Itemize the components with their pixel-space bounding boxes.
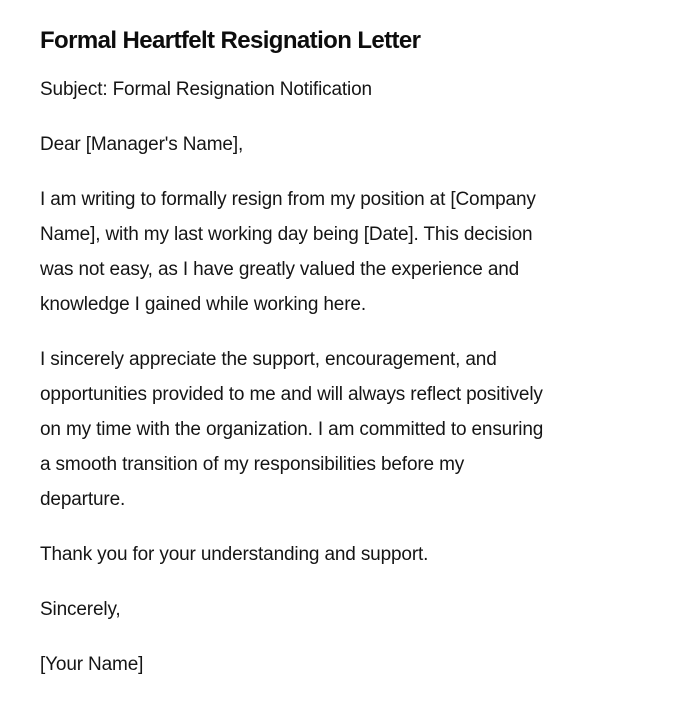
letter-closing: Sincerely, [40, 599, 121, 620]
letter-subject: Subject: Formal Resignation Notification [40, 79, 372, 100]
text-line: Name], with my last working day being [Date]. This decision [40, 224, 533, 245]
letter-salutation: Dear [Manager's Name], [40, 134, 244, 155]
letter-paragraph-2 [40, 342, 640, 517]
letter-title: Formal Heartfelt Resignation Letter [40, 27, 421, 54]
text-line: knowledge I gained while working here. [40, 294, 366, 315]
text-line: a smooth transition of my responsibilities before my [40, 454, 465, 475]
text-line: departure. [40, 489, 126, 510]
letter-signature: [Your Name] [40, 654, 144, 675]
text-line: I am writing to formally resign from my position at [Company [40, 189, 536, 210]
text-line: I sincerely appreciate the support, encouragement, and [40, 349, 497, 370]
text-line: on my time with the organization. I am committed to ensuring [40, 419, 544, 440]
letter-paragraph-1 [40, 182, 640, 322]
text-line: opportunities provided to me and will always reflect positively [40, 384, 543, 405]
letter-thanks: Thank you for your understanding and support. [40, 544, 429, 565]
text-line: was not easy, as I have greatly valued the experience and [40, 259, 520, 280]
